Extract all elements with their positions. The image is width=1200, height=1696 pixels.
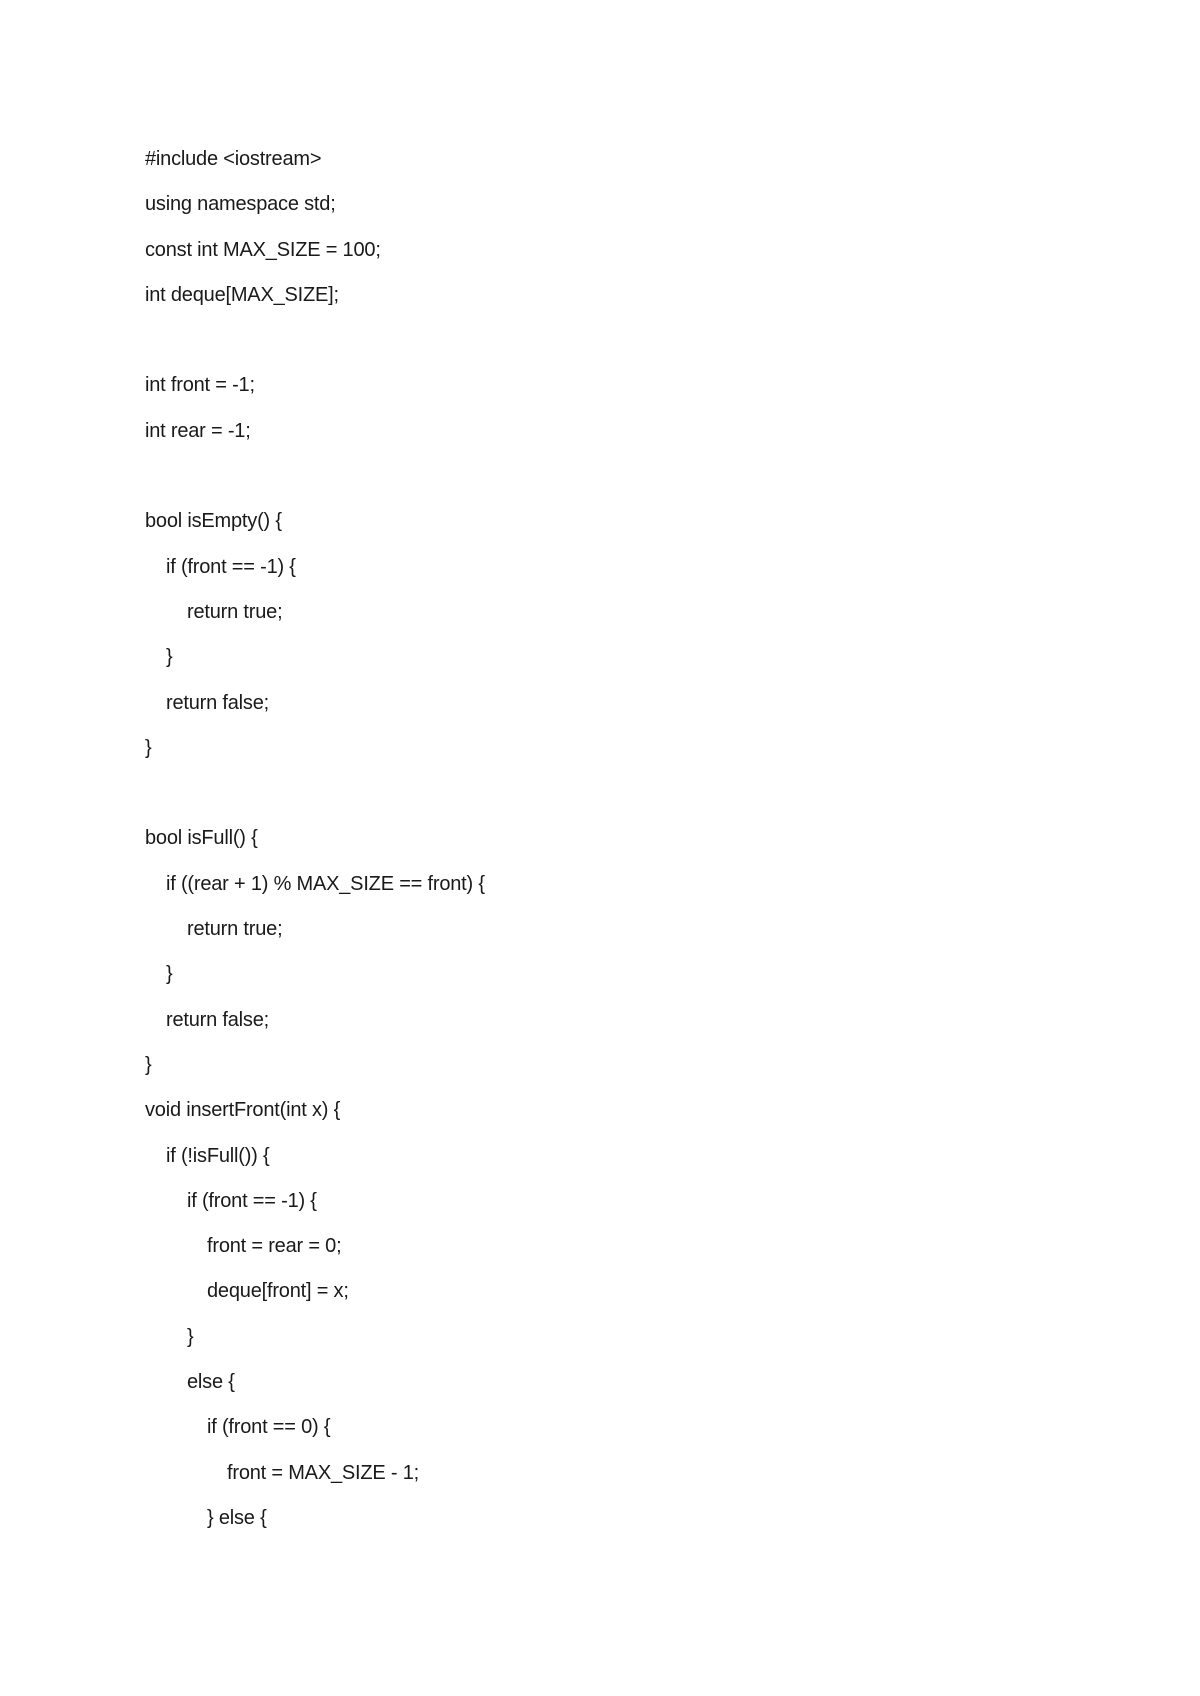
code-line: return true; xyxy=(187,918,283,941)
code-line: front = MAX_SIZE - 1; xyxy=(227,1461,419,1484)
blank-line xyxy=(145,323,1145,368)
code-line: if (front == -1) { xyxy=(187,1189,317,1212)
code-line: else { xyxy=(187,1371,235,1394)
code-line: #include <iostream> xyxy=(145,148,322,170)
code-line: const int MAX_SIZE = 100; xyxy=(145,238,381,261)
code-line: } xyxy=(145,1053,152,1076)
code-line: if ((rear + 1) % MAX_SIZE == front) { xyxy=(166,872,485,895)
code-line: } else { xyxy=(207,1506,267,1529)
code-line: } xyxy=(187,1325,194,1348)
code-listing xyxy=(145,142,1145,1546)
code-line: if (front == 0) { xyxy=(207,1416,331,1439)
code-line: bool isFull() { xyxy=(145,827,258,850)
code-line: int rear = -1; xyxy=(145,419,251,442)
code-line: } xyxy=(166,646,173,669)
code-line: int front = -1; xyxy=(145,374,255,397)
code-line: bool isEmpty() { xyxy=(145,510,282,533)
code-line: front = rear = 0; xyxy=(207,1235,342,1258)
code-line: int deque[MAX_SIZE]; xyxy=(145,283,339,306)
code-line: void insertFront(int x) { xyxy=(145,1099,341,1122)
code-line: return false; xyxy=(166,691,270,714)
blank-line xyxy=(145,776,1145,821)
code-line: } xyxy=(166,963,173,986)
code-line: } xyxy=(145,736,152,759)
code-line: if (!isFull()) { xyxy=(166,1144,270,1167)
code-line: deque[front] = x; xyxy=(207,1280,349,1303)
code-line: if (front == -1) { xyxy=(166,555,296,578)
blank-line xyxy=(145,459,1145,504)
code-line: using namespace std; xyxy=(145,193,336,216)
code-line: return true; xyxy=(187,600,283,623)
code-line: return false; xyxy=(166,1008,270,1031)
